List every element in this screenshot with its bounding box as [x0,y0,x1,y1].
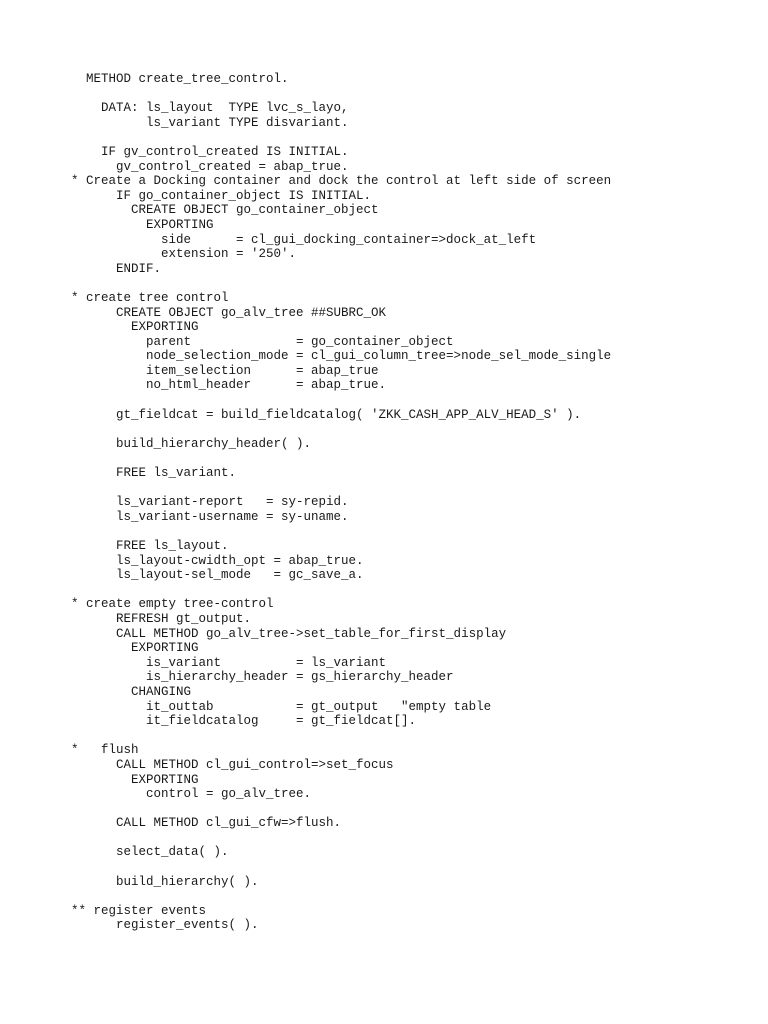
code-line [71,889,611,904]
code-line: control = go_alv_tree. [71,787,312,802]
code-line: item_selection = abap_true [71,363,379,378]
code-line: parent = go_container_object [71,334,454,349]
code-line: ENDIF. [71,261,162,276]
code-line: side = cl_gui_docking_container=>dock_at_left [71,232,537,247]
code-line: CREATE OBJECT go_alv_tree ##SUBRC_OK [71,305,387,320]
code-line [71,422,611,437]
code-line: CALL METHOD cl_gui_cfw=>flush. [71,816,342,831]
code-line: REFRESH gt_output. [71,611,252,626]
code-line: ls_layout-cwidth_opt = abap_true. [71,553,364,568]
code-line: IF gv_control_created IS INITIAL. [71,144,349,159]
code-line [71,524,611,539]
code-line: * Create a Docking container and dock the control at left side of screen [71,174,612,189]
code-line [71,802,611,817]
code-line [71,393,611,408]
code-line: EXPORTING [71,217,214,232]
code-line: DATA: ls_layout TYPE lvc_s_layo, [71,101,349,116]
code-line [71,481,611,496]
code-line [71,130,611,145]
code-line: ls_variant-report = sy-repid. [71,495,349,510]
code-line: * create tree control [71,290,229,305]
code-line: gv_control_created = abap_true. [71,159,349,174]
code-line: no_html_header = abap_true. [71,378,387,393]
code-line: FREE ls_variant. [71,466,237,481]
code-line: CALL METHOD cl_gui_control=>set_focus [71,757,394,772]
code-line: CREATE OBJECT go_container_object [71,203,379,218]
code-line: CALL METHOD go_alv_tree->set_table_for_first_display [71,626,507,641]
code-line: select_data( ). [71,845,229,860]
code-line: register_events( ). [71,918,259,933]
code-line: is_hierarchy_header = gs_hierarchy_header [71,670,454,685]
code-line [71,729,611,744]
code-line: it_fieldcatalog = gt_fieldcat[]. [71,714,417,729]
code-line: ls_variant-username = sy-uname. [71,509,349,524]
code-line [71,583,611,598]
code-line: ls_variant TYPE disvariant. [71,115,349,130]
code-line: ** register events [71,903,207,918]
code-line: ls_layout-sel_mode = gc_save_a. [71,568,364,583]
code-block [71,72,611,933]
code-line: EXPORTING [71,320,199,335]
code-line: * flush [71,743,139,758]
code-line: FREE ls_layout. [71,539,229,553]
code-line [71,276,611,291]
code-line: node_selection_mode = cl_gui_column_tree=>node_sel_mode_single [71,349,612,364]
code-line: build_hierarchy( ). [71,874,259,889]
code-line: CHANGING [71,684,192,699]
code-line [71,87,611,102]
code-line: EXPORTING [71,641,199,656]
code-line: it_outtab = gt_output "empty table [71,699,492,714]
code-line: METHOD create_tree_control. [71,72,289,86]
code-line [71,831,611,846]
code-line: extension = '250'. [71,247,297,262]
code-line: build_hierarchy_header( ). [71,436,312,451]
code-line: EXPORTING [71,772,199,787]
code-line [71,451,611,466]
code-line: gt_fieldcat = build_fieldcatalog( 'ZKK_CASH_APP_ALV_HEAD_S' ). [71,407,582,422]
code-line [71,860,611,875]
code-line: IF go_container_object IS INITIAL. [71,188,372,203]
code-line: is_variant = ls_variant [71,655,387,670]
code-line: * create empty tree-control [71,597,274,612]
